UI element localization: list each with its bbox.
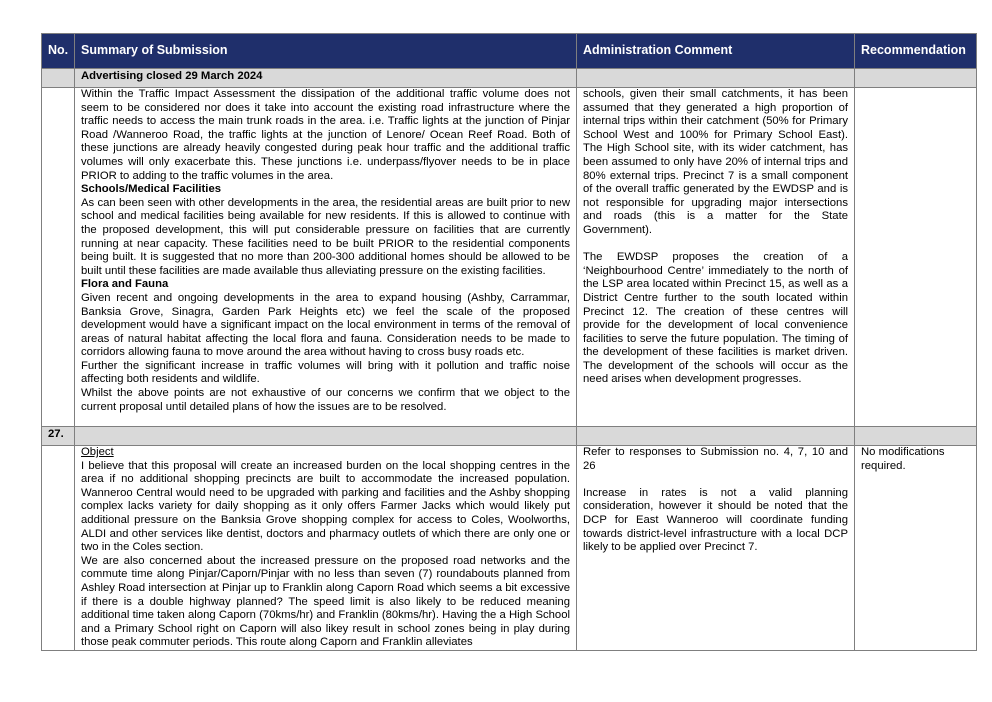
- row1-heading-schools: Schools/Medical Facilities: [81, 183, 222, 196]
- row2-recommendation: No modifications required.: [855, 446, 977, 651]
- band-rec-cell: [855, 69, 977, 88]
- row2-comment-p1: Refer to responses to Submission no. 4, 7, 10 and 26: [583, 446, 848, 472]
- band-comment-cell: [577, 69, 855, 88]
- row1-summary-p5: Whilst the above points are not exhaustive of our concerns we confirm that we object to the current proposal until detailed plans of how the issues are to be resolved.: [81, 387, 570, 413]
- row2-no-cell: [42, 446, 75, 651]
- row1-comment-p1: schools, given their small catchments, it has been assumed that they generated a high proportion of internal trips within their catchment (50% for Primary School West and 100% for Primary School East). The High School site, with its wider catchment, has been assumed to only have 20% of internal trips and 80% external trips. Precinct 7 is a small component of the overall traffic generated by the EWDSP and is not responsible for upgrading major intersections and roads (this is a matter for the State Government).: [583, 88, 848, 236]
- row1-summary-p4: Further the significant increase in traffic volumes will bring with it pollution and traffic noise affecting both residents and wildlife.: [81, 359, 570, 386]
- row2-comment-cell: [577, 446, 855, 651]
- row1-summary-p2: As can been seen with other developments in the area, the residential areas are built prior to new school and medical facilities being available for new residents. If this is allowed to continue with the proposed development, this will put considerable pressure on facilities that are currently running at near capacity. These facilities need to be built PRIOR to the residential components being built. It is suggested that no more than 200-300 additional homes should be allowed to be built until these facilities are made available thus alleviating pressure on the existing facilities.: [81, 196, 570, 277]
- row1-no-cell: [42, 88, 75, 427]
- advertising-closed-label: Advertising closed 29 March 2024: [75, 69, 577, 88]
- row2-summary-p1: I believe that this proposal will create an increased burden on the local shopping centres in the area if no additional shopping precincts are built to accommodate the increased population. Wanneroo Central would need to be upgraded with parking and facilities and the Ashby shopping complex lacks variety for daily shopping as it only offers Farmer Jacks which would likely put additional pressure on the Banksia Grove shopping complex for access to Coles, Woolworths, ALDI and other services like dentist, doctors and pharmacy outlets of which there are only one or two in the Coles section.: [81, 459, 570, 554]
- header-summary: Summary of Submission: [75, 34, 577, 69]
- row1-rec-cell: [855, 88, 977, 427]
- row1-heading-flora: Flora and Fauna: [81, 278, 169, 291]
- row1-summary-cell: [75, 88, 577, 427]
- band27-rec-cell: [855, 427, 977, 446]
- submission-number: 27.: [42, 427, 75, 446]
- header-comment: Administration Comment: [577, 34, 855, 69]
- row2-object-heading: Object: [81, 446, 114, 458]
- header-no: No.: [42, 34, 75, 69]
- submission-27-row: [42, 446, 977, 651]
- advertising-band-row: [42, 69, 977, 88]
- header-row: [42, 34, 977, 69]
- row1-comment-cell: [577, 88, 855, 427]
- row1-summary-p1: Within the Traffic Impact Assessment the dissipation of the additional traffic volume does not seem to be considered nor does it take into account the existing road infrastructure where the traffic needs to access the main trunk roads in the area. i.e. Traffic lights at the junction of Pinjar Road /Wanneroo Road, the traffic lights at the junction of Lenore/ Ocean Reef Road. Both of these junctions are already heavily congested during peak hour traffic and the additional traffic volumes will only exacerbate this. These junctions i.e. underpass/flyover needs to be in place PRIOR to adding to the traffic volumes in the area.: [81, 88, 570, 182]
- row2-summary-p2: We are also concerned about the increased pressure on the proposed road networks and the commute time along Pinjar/Caporn/Pinjar with no less than seven (7) roundabouts planned from Ashley Road intersection at Pinjar up to Franklin along Caporn Road which seems a bit excessive if there is a double highway planned? The speed limit is also likely to be reduced meaning additional time taken along Caporn (70kms/hr) and Franklin (80kms/hr). Having the a High School and a Primary School right on Caporn will also likey result in school zones being in play during those peak commuter periods. This route along Caporn and Franklin alleviates: [81, 554, 570, 649]
- row2-summary-cell: [75, 446, 577, 651]
- band27-comment-cell: [577, 427, 855, 446]
- submission-row-continued: [42, 88, 977, 427]
- submissions-table: [41, 33, 977, 651]
- row1-comment-p2: The EWDSP proposes the creation of a ‘Neighbourhood Centre’ immediately to the north of the LSP area located within Precinct 15, as well as a District Centre further to the south located within Precinct 12. The creation of these centres will provide for the development of local convenience facilities to serve the future population. The timing of the development of these facilities is market driven. The development of the schools will occur as the need arises when development progresses.: [583, 251, 848, 386]
- row2-comment-p2: Increase in rates is not a valid planning consideration, however it should be noted that the DCP for East Wanneroo will coordinate funding towards district-level infrastructure with a local DCP likely to be applied over Precinct 7.: [583, 486, 848, 554]
- band-no-cell: [42, 69, 75, 88]
- row1-summary-p3: Given recent and ongoing developments in the area to expand housing (Ashby, Carrammar, Banksia Grove, Sinagra, Garden Park Heights etc) we feel the scale of the proposed development would have a significant impact on the local environment in terms of the removal of areas of natural habitat affecting the local flora and fauna. Consideration needs to be made to corridors allowing fauna to move around the area without having to cross busy roads etc.: [81, 291, 570, 359]
- submission-27-band-row: [42, 427, 977, 446]
- header-recommendation: Recommendation: [855, 34, 977, 69]
- band27-summary-cell: [75, 427, 577, 446]
